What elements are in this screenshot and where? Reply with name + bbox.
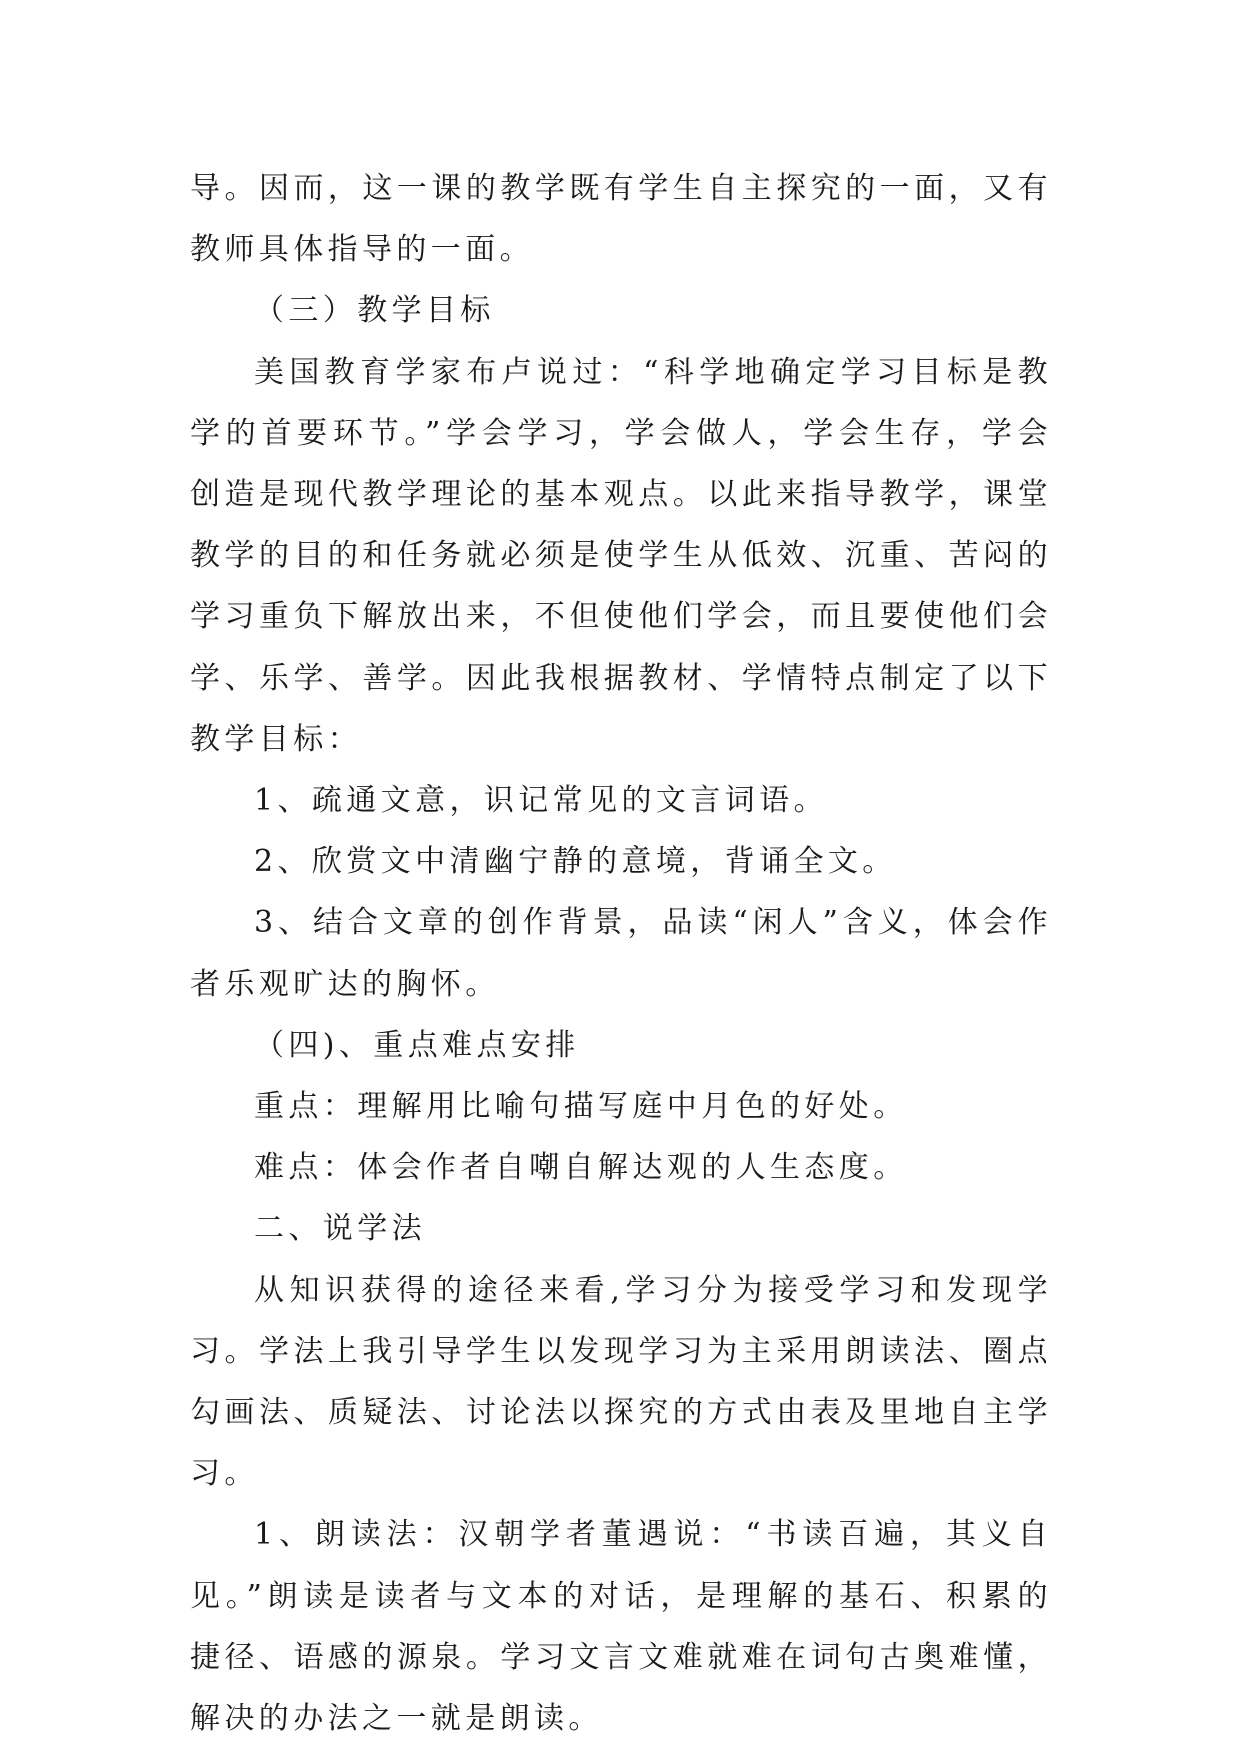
goal-item-1: 1、疏通文意，识记常见的文言词语。 [254, 783, 828, 819]
method-item-reading-aloud: 1、朗读法：汉朝学者董遇说：“书读百遍，其义自见。”朗读是读者与文本的对话，是理解的基石、积累的捷径、语感的源泉。学习文言文难就难在词句古奥难懂，解决的办法之一就是朗读。 [190, 1517, 1052, 1737]
section-heading-learning-methods: 二、说学法 [254, 1211, 426, 1247]
document-body [190, 158, 1052, 1749]
paragraph-learning-methods: 从知识获得的途径来看,学习分为接受学习和发现学习。学法上我引导学生以发现学习为主采用朗读法、圈点勾画法、质疑法、讨论法以探究的方式由表及里地自主学习。 [190, 1272, 1052, 1492]
section-heading-teaching-goals: （三）教学目标 [254, 293, 495, 329]
goal-item-3: 3、结合文章的创作背景，品读“闲人”含义，体会作者乐观旷达的胸怀。 [190, 905, 1052, 1002]
key-point: 重点：理解用比喻句描写庭中月色的好处。 [254, 1089, 908, 1125]
goal-item-2: 2、欣赏文中清幽宁静的意境，背诵全文。 [254, 844, 897, 880]
section-heading-key-points: （四)、重点难点安排 [254, 1027, 580, 1063]
difficult-point: 难点：体会作者自嘲自解达观的人生态度。 [254, 1150, 908, 1186]
paragraph-goals-intro: 美国教育学家布卢说过：“科学地确定学习目标是教学的首要环节。”学会学习，学会做人，学会生存，学会创造是现代教学理论的基本观点。以此来指导教学，课堂教学的目的和任务就必须是使学生从低效、沉重、苦闷的学习重负下解放出来，不但使他们学会，而且要使他们会学、乐学、善学。因此我根据教材、学情特点制定了以下教学目标： [190, 354, 1052, 757]
paragraph-continuation: 导。因而，这一课的教学既有学生自主探究的一面，又有教师具体指导的一面。 [190, 171, 1052, 268]
